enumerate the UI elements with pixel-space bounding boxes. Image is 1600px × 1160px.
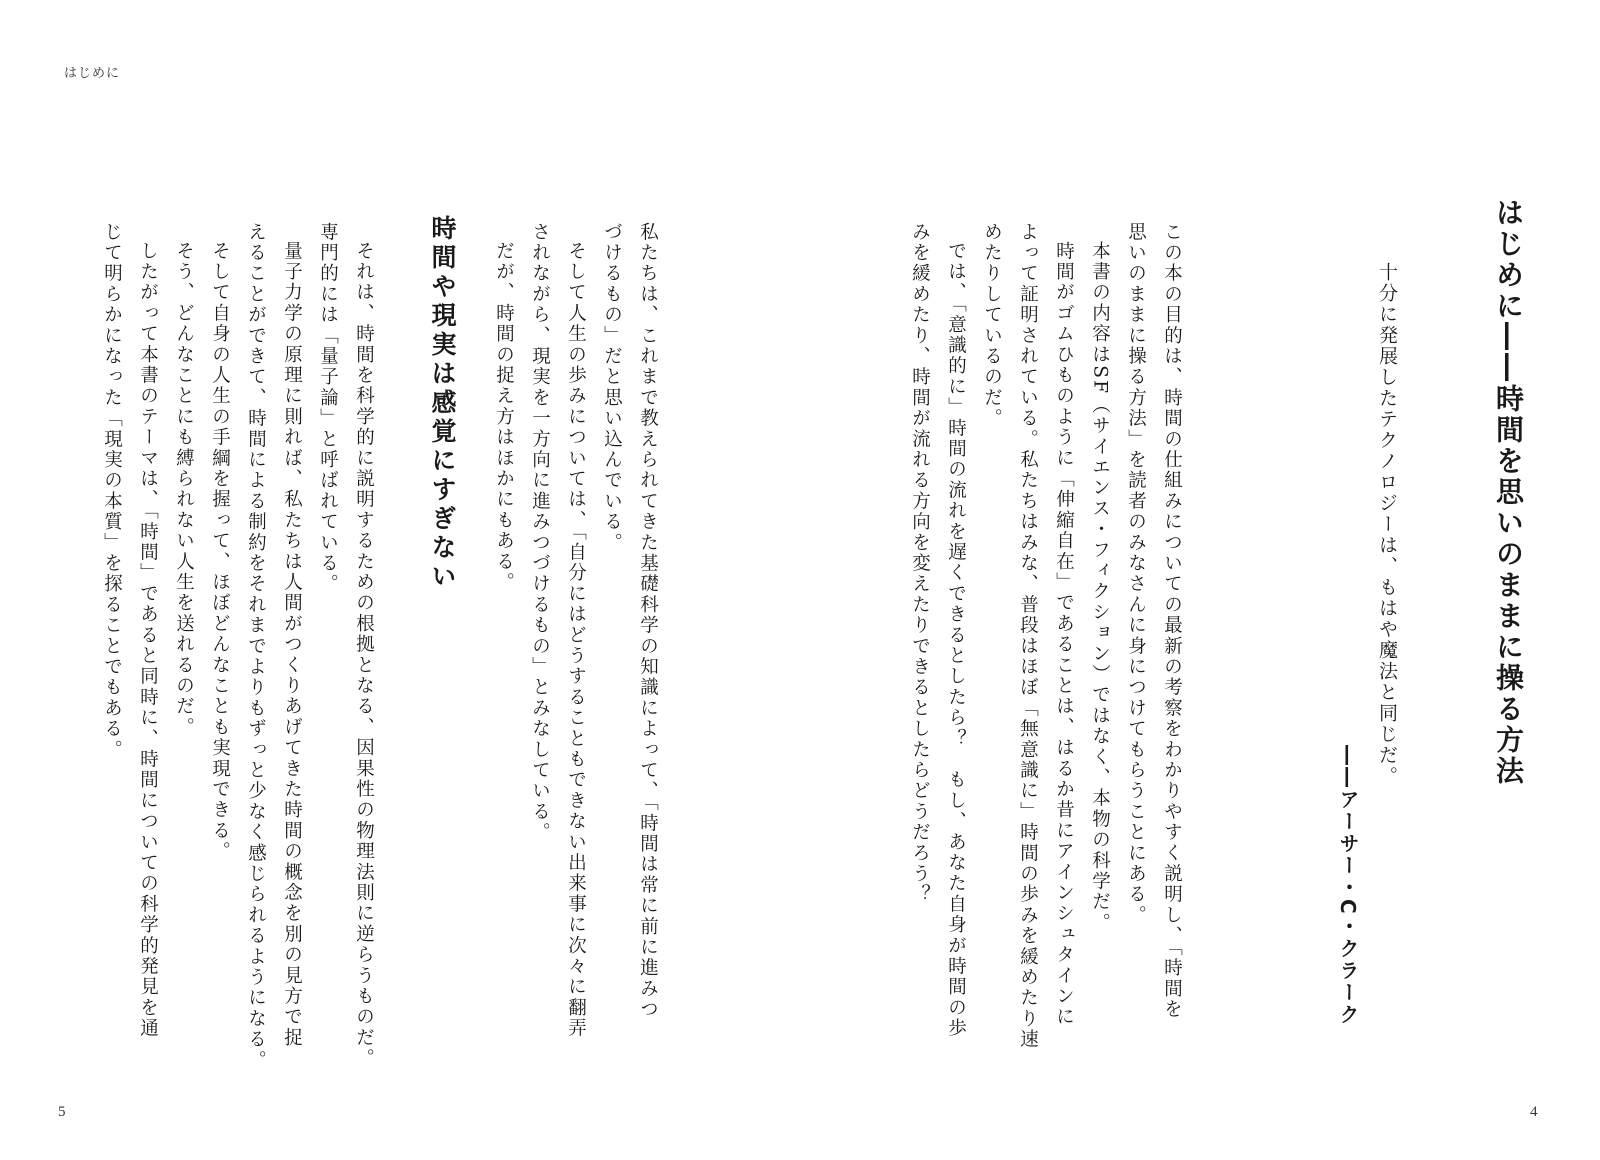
text-line: では、「意識的に」時間の流れを遅くできるとしたら？ もし、あなた自身が時間の歩 xyxy=(945,241,967,1040)
page-number-right: 4 xyxy=(1530,1104,1538,1120)
section-heading: 時間や現実は感覚にすぎない xyxy=(428,215,457,592)
text-line: 私たちは、これまで教えられてきた基礎科学の知識によって、「時間は常に前に進みつ xyxy=(637,222,659,1021)
text-line: されながら、現実を一方向に進みつづけるもの」とみなしている。 xyxy=(529,222,551,843)
text-line: えることができて、時間による制約をそれまでよりもずっと少なく感じられるようになる。 xyxy=(245,222,267,1071)
epigraph-quote: 十分に発展したテクノロジーは、もはや魔法と同じだ。 xyxy=(1376,262,1398,787)
text-line: そう、どんなことにも縛られない人生を送れるのだ。 xyxy=(173,241,195,738)
text-line: それは、時間を科学的に説明するための根拠となる、因果性の物理法則に逆らうものだ。 xyxy=(353,241,375,1069)
text-line: よって証明されている。私たちはみな、普段はほぼ「無意識に」時間の歩みを緩めたり速 xyxy=(1017,222,1039,1050)
text-line: みを緩めたり、時間が流れる方向を変えたりできるとしたらどうだろう？ xyxy=(909,222,931,906)
text-line: 思いのままに操る方法」を読者のみなさんに身につけてもらうことにある。 xyxy=(1125,222,1147,926)
epigraph-attribution: ――アーサー・C・クラーク xyxy=(1336,745,1360,1026)
text-line: そして人生の歩みについては、「自分にはどうすることもできない出来事に次々に翻弄 xyxy=(565,241,587,1040)
text-line: づけるもの」だと思い込んでいる。 xyxy=(601,222,623,554)
text-line: だが、時間の捉え方はほかにもある。 xyxy=(493,241,515,593)
text-line: この本の目的は、時間の仕組みについての最新の考察をわかりやすく説明し、「時間を xyxy=(1161,222,1183,1021)
text-line: 時間がゴムひものように「伸縮自在」であることは、はるか昔にアインシュタインに xyxy=(1053,241,1075,1028)
text-line: じて明らかになった「現実の本質」を探ることでもある。 xyxy=(101,222,123,761)
text-line: 専門的には「量子論」と呼ばれている。 xyxy=(317,222,339,595)
chapter-title: はじめに――時間を思いのままに操る方法 xyxy=(1492,198,1525,787)
text-line: めたりしているのだ。 xyxy=(981,222,1003,429)
page-number-left: 5 xyxy=(58,1104,66,1120)
running-head: はじめに xyxy=(64,66,121,81)
text-line: 本書の内容はSF（サイエンス・フィクション）ではなく、本物の科学だ。 xyxy=(1089,241,1111,934)
text-line: したがって本書のテーマは、「時間」であると同時に、時間についての科学的発見を通 xyxy=(137,241,159,1040)
text-line: そして自身の人生の手綱を握って、ほぼどんなことも実現できる。 xyxy=(209,241,231,862)
text-line: 量子力学の原理に則れば、私たちは人間がつくりあげてきた時間の概念を別の見方で捉 xyxy=(281,241,303,1049)
